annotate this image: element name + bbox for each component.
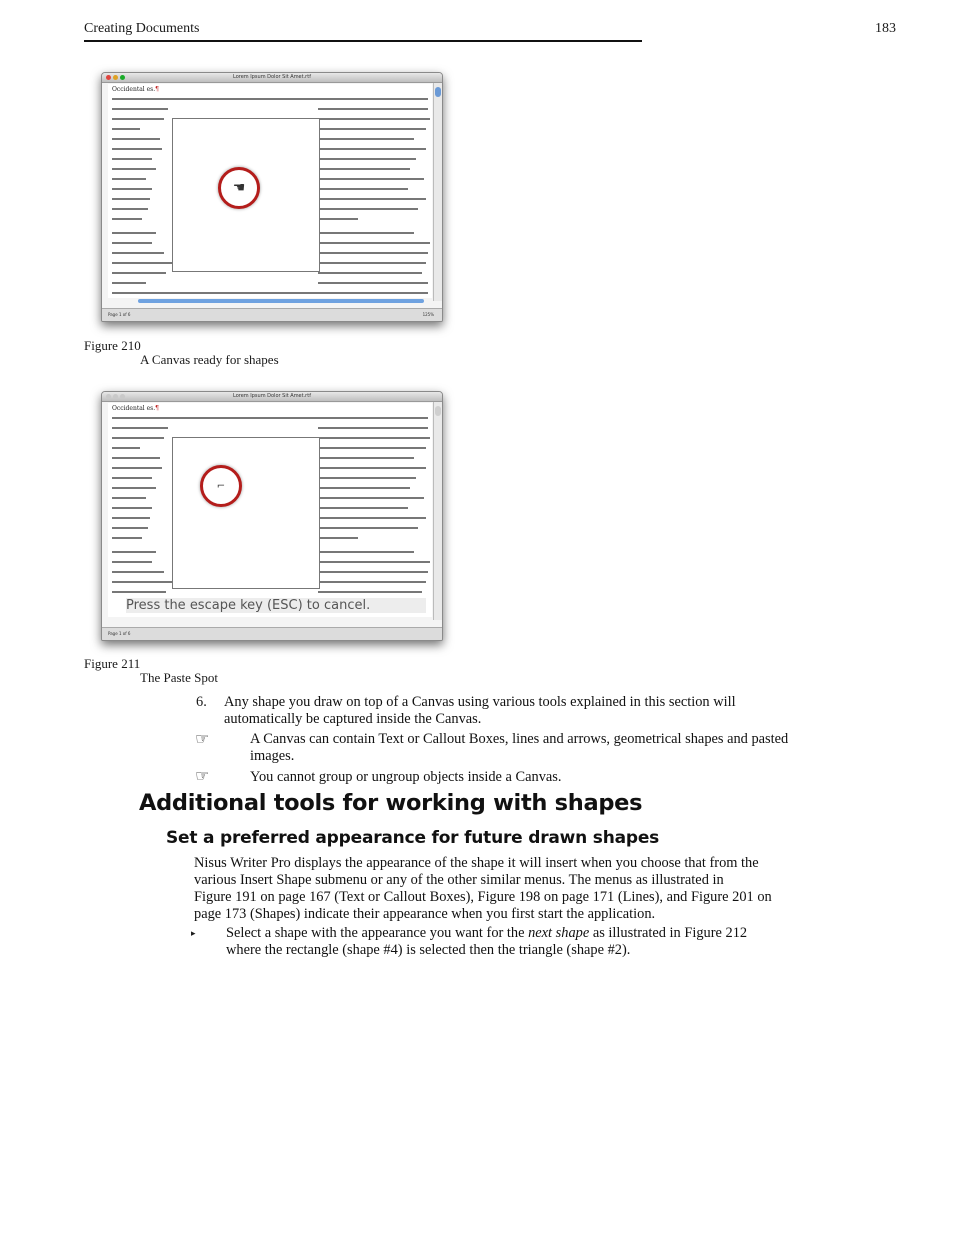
figure-210-screenshot [101, 72, 443, 322]
window-title: Lorem Ipsum Dolor Sit Amet.rtf [233, 393, 311, 399]
running-header-section: Creating Documents [84, 21, 200, 36]
first-line: Occidental es.¶ [112, 86, 159, 93]
pointing-hand-icon: ☞ [195, 729, 210, 748]
page-number: 183 [875, 21, 896, 36]
note-no-grouping: You cannot group or ungroup objects inside a Canvas. [250, 769, 562, 785]
status-page: Page 1 of 6 [108, 312, 131, 317]
section-heading: Additional tools for working with shapes [139, 790, 643, 816]
grab-hand-icon: ☚ [218, 167, 260, 209]
bullet-item-text: Select a shape with the appearance you want for the next shape as illustrated in Figure 212 where the rectangle (shape #4) is selected then the triangle (shape #2). [226, 925, 748, 958]
vertical-scrollbar [433, 83, 442, 301]
figure-211-number: Figure 211 [84, 656, 141, 671]
status-page: Page 1 of 6 [108, 631, 131, 636]
figure-210-caption: A Canvas ready for shapes [140, 352, 279, 367]
figure-210-number: Figure 210 [84, 338, 141, 353]
window-title: Lorem Ipsum Dolor Sit Amet.rtf [233, 74, 311, 80]
step-number: 6. [196, 694, 207, 710]
body-paragraph: Nisus Writer Pro displays the appearance of the shape it will insert when you choose that from the various Insert Shape submenu or any of the other similar menus. The menus as illustrated in Figure 191 on page 167 (Text or Callout Boxes), Figure 198 on page 171 (Lines), and Figure 201 on page 173 (Shapes) indicate their appearance when you first start the application. [194, 855, 772, 922]
window-titlebar [102, 73, 442, 83]
escape-hint-overlay: Press the escape key (ESC) to cancel. [126, 598, 426, 613]
note-canvas-contents: A Canvas can contain Text or Callout Boxes, lines and arrows, geometrical shapes and pasted images. [250, 731, 789, 764]
document-page [108, 84, 432, 298]
status-bar [102, 627, 442, 640]
window-titlebar [102, 392, 442, 402]
figure-211-screenshot [101, 391, 443, 641]
bullet-marker: ▸ [191, 929, 196, 939]
subsection-heading: Set a preferred appearance for future drawn shapes [166, 828, 660, 848]
figure-211-caption: The Paste Spot [140, 670, 218, 685]
status-zoom: 125% [422, 312, 434, 317]
canvas-box [172, 437, 320, 589]
document-page [108, 403, 432, 617]
pointing-hand-icon: ☞ [195, 766, 210, 785]
horizontal-scrollbar [138, 299, 424, 303]
vertical-scrollbar [433, 402, 442, 620]
status-bar [102, 308, 442, 321]
step-6-text: Any shape you draw on top of a Canvas using various tools explained in this section will automatically be captured inside the Canvas. [224, 694, 736, 727]
first-line: Occidental es.¶ [112, 405, 159, 412]
header-rule [84, 40, 642, 42]
paste-spot-icon: ⌐ [200, 465, 242, 507]
